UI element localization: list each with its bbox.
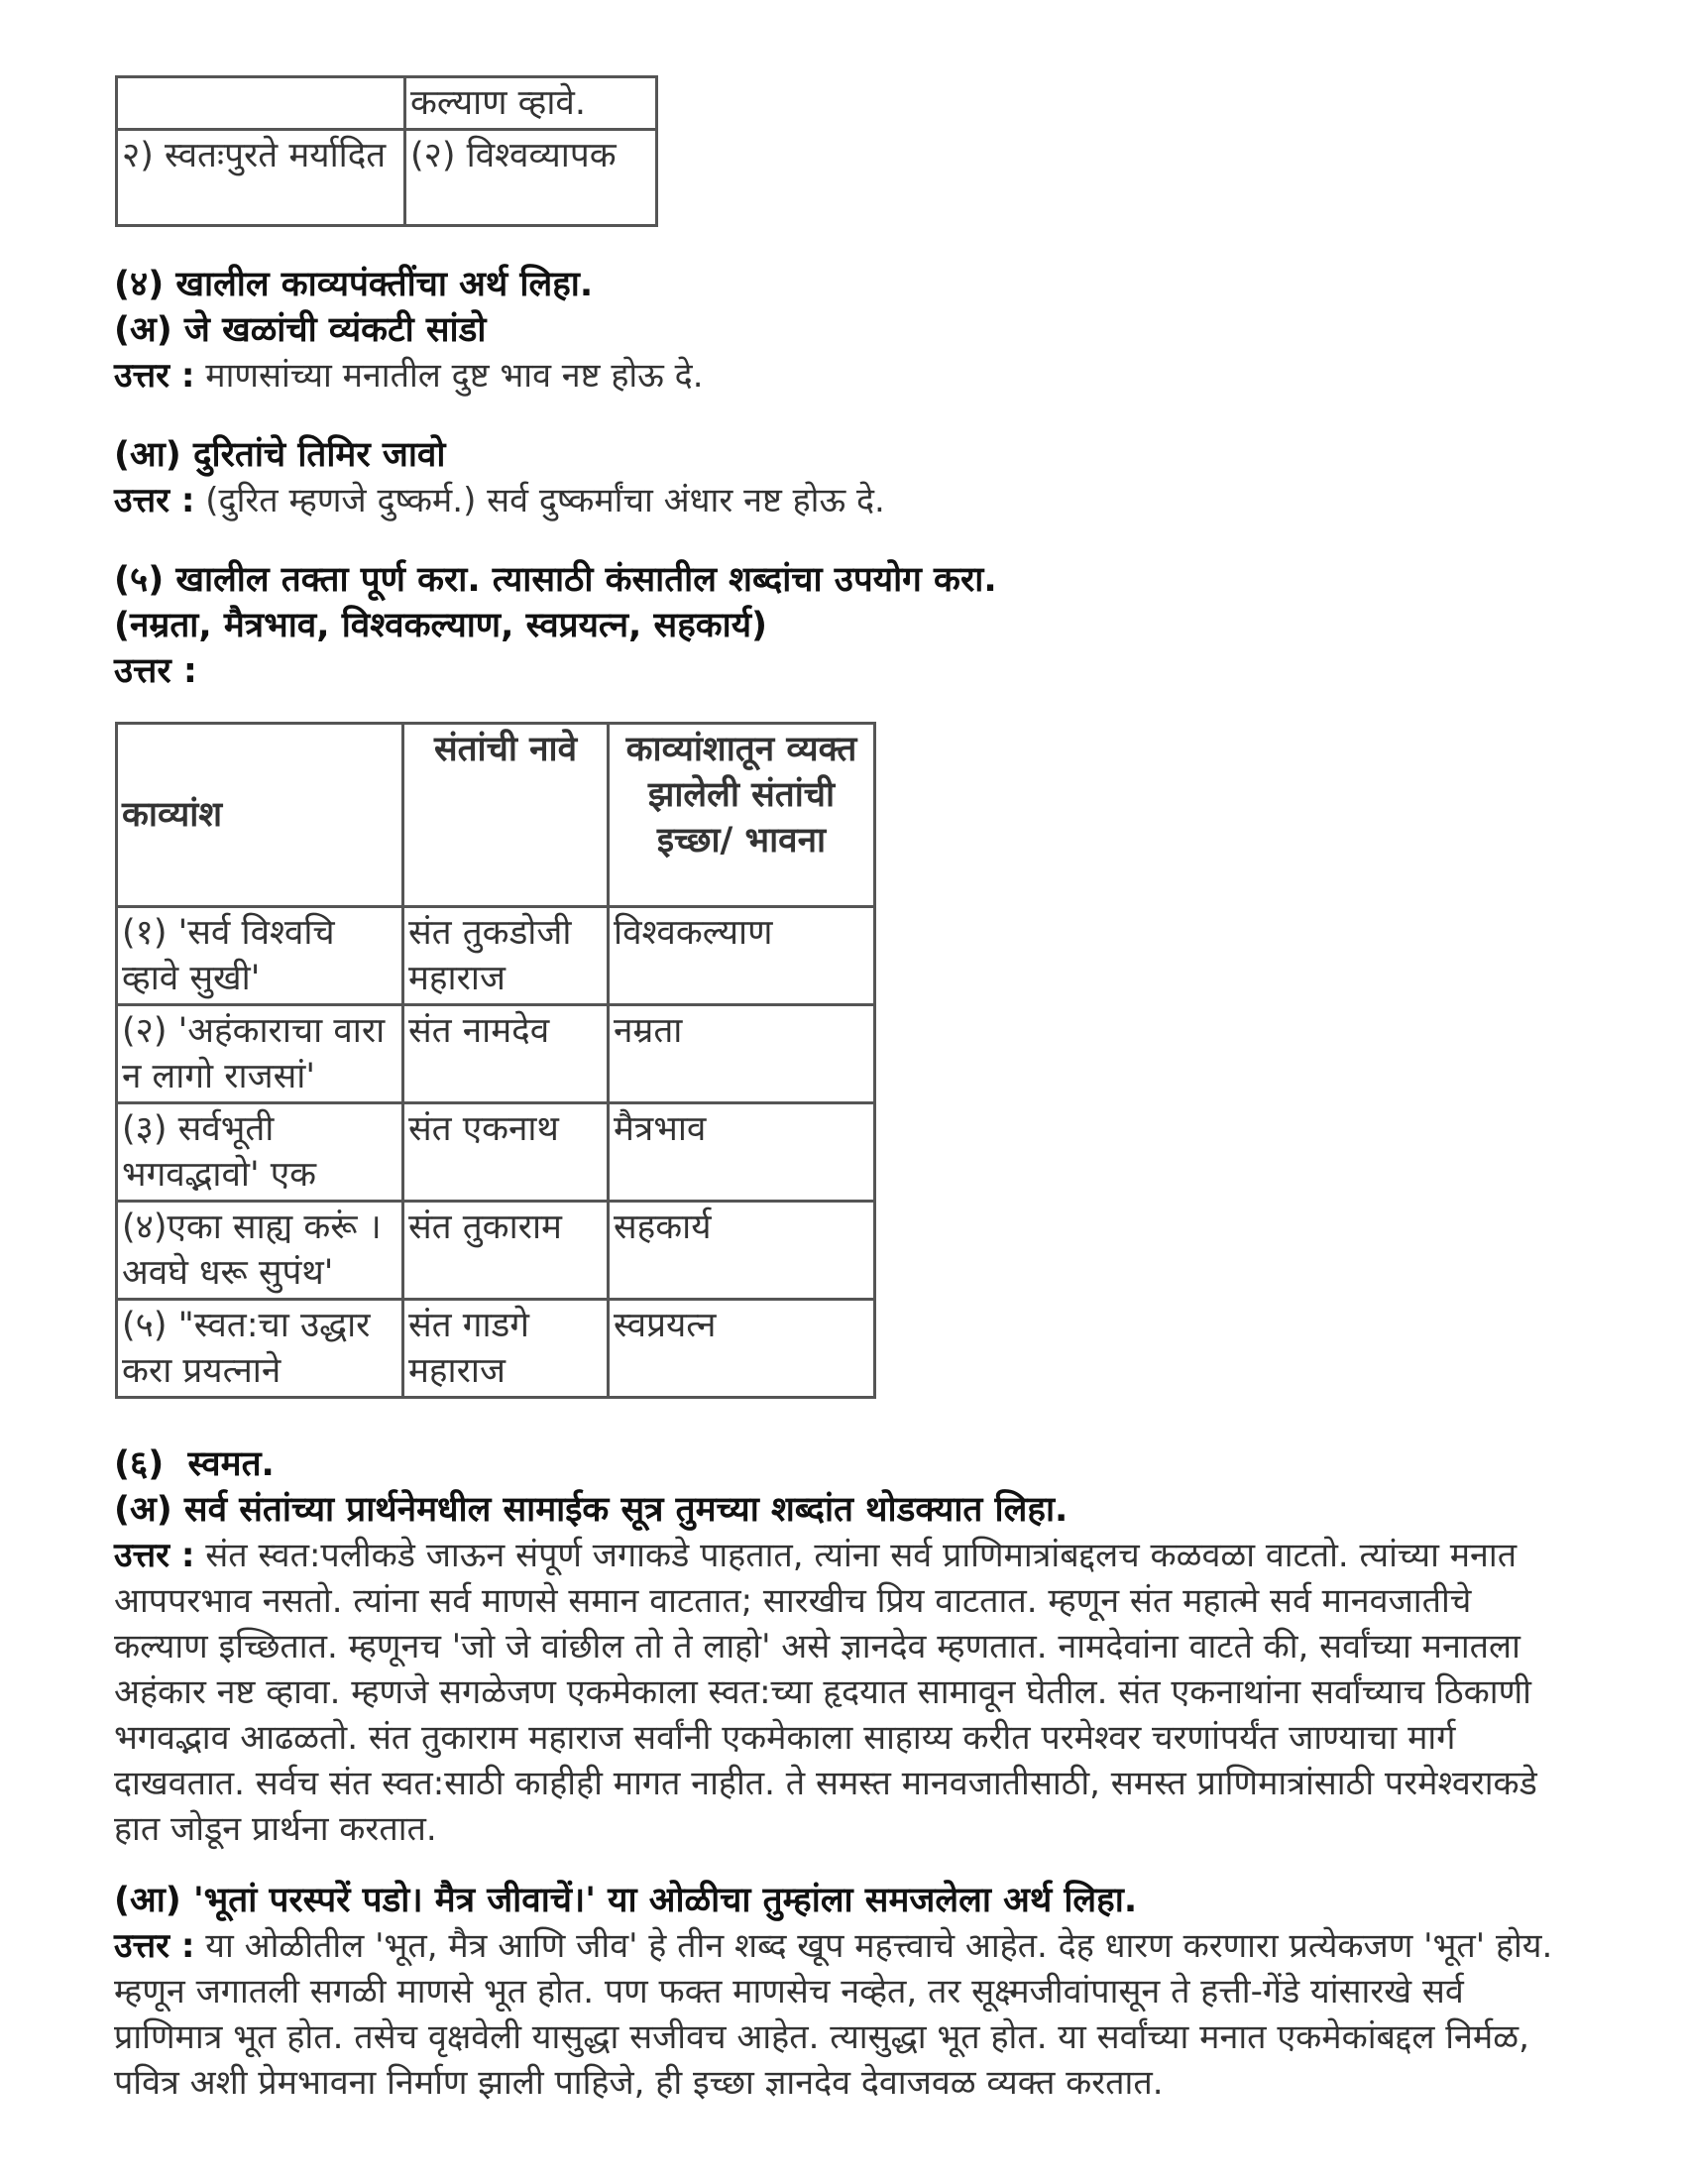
table-row xyxy=(117,1005,875,1103)
question-5-title: (५) खालील तक्ता पूर्ण करा. त्यासाठी कंसातील शब्दांचा उपयोग करा. xyxy=(114,560,997,600)
table-cell: (१) 'सर्व विश्वचि व्हावे सुखी' xyxy=(117,907,403,1005)
table-cell: संत एकनाथ xyxy=(403,1103,609,1202)
question-4a-answer xyxy=(114,353,1571,399)
answer-label: उत्तर : xyxy=(114,1536,195,1575)
comparison-table xyxy=(115,75,658,227)
answer-label: उत्तर : xyxy=(114,481,195,520)
table-cell: संत तुकडोजी महाराज xyxy=(403,907,609,1005)
question-5-answer-label: उत्तर : xyxy=(114,651,197,691)
answer-text: माणसांच्या मनातील दुष्ट भाव नष्ट होऊ दे. xyxy=(205,356,704,396)
question-5-words: (नम्रता, मैत्रभाव, विश्वकल्याण, स्वप्रयत्न, सहकार्य) xyxy=(114,606,768,645)
question-4a-title: (अ) जे खळांची व्यंकटी सांडो xyxy=(114,310,487,350)
question-6a-answer xyxy=(114,1533,1571,1852)
table-cell: २) स्वतःपुरते मर्यादित xyxy=(117,130,405,226)
question-6-title: (६) स्वमत. xyxy=(114,1444,275,1484)
saints-table xyxy=(115,722,876,1399)
answer-text: (दुरित म्हणजे दुष्कर्म.) सर्व दुष्कर्मांचा अंधार नष्ट होऊ दे. xyxy=(205,481,885,520)
table-row xyxy=(117,907,875,1005)
table-row xyxy=(117,130,657,226)
answer-label: उत्तर : xyxy=(114,1926,195,1966)
table-cell xyxy=(117,77,405,130)
table-cell: (२) विश्वव्यापक xyxy=(405,130,657,226)
table-cell: मैत्रभाव xyxy=(609,1103,875,1202)
table-cell: स्वप्रयत्न xyxy=(609,1300,875,1398)
question-4b-title: (आ) दुरितांचे तिमिर जावो xyxy=(114,435,446,475)
table-cell: (२) 'अहंकाराचा वारा न लागो राजसां' xyxy=(117,1005,403,1103)
table-row xyxy=(117,1103,875,1202)
question-4b-answer xyxy=(114,478,1571,523)
answer-label: उत्तर : xyxy=(114,356,195,396)
answer-text: संत स्वत:पलीकडे जाऊन संपूर्ण जगाकडे पाहतात, त्यांना सर्व प्राणिमात्रांबद्दलच कळवळा वाटतो. त्यांच्या मनात आपपरभाव नसतो. त्यांना सर्व माणसे समान वाटतात; सारखीच प्रिय वाटतात. म्हणून संत महात्मे सर्व मानवजातीचे कल्याण इच्छितात. म्हणूनच 'जो जे वांछील तो ते लाहो' असे ज्ञानदेव म्हणतात. नामदेवांना वाटते की, सर्वांच्या मनातला अहंकार नष्ट व्हावा. म्हणजे सगळेजण एकमेकाला स्वत:च्या हृदयात सामावून घेतील. संत एकनाथांना सर्वांच्याच ठिकाणी भगवद्भाव आढळतो. संत तुकाराम महाराज सर्वांनी एकमेकाला साहाय्य करीत परमेश्वर चरणांपर्यंत जाण्याचा मार्ग दाखवतात. सर्वच संत स्वत:साठी काहीही मागत नाहीत. ते समस्त मानवजातीसाठी, समस्त प्राणिमात्रांसाठी परमेश्वराकडे हात जोडून प्रार्थना करतात. xyxy=(114,1536,1537,1849)
table-cell: सहकार्य xyxy=(609,1202,875,1300)
answer-text: या ओळीतील 'भूत, मैत्र आणि जीव' हे तीन शब्द खूप महत्त्वाचे आहेत. देह धारण करणारा प्रत्येकजण 'भूत' होय. म्हणून जगातली सगळी माणसे भूत होत. पण फक्त माणसेच नव्हेत, तर सूक्ष्मजीवांपासून ते हत्ती-गेंडे यांसारखे सर्व प्राणिमात्र भूत होत. तसेच वृक्षवेली यासुद्धा सजीवच आहेत. त्यासुद्धा भूत होत. या सर्वांच्या मनात एकमेकांबद्दल निर्मळ, पवित्र अशी प्रेमभावना निर्माण झाली पाहिजे, ही इच्छा ज्ञानदेव देवाजवळ व्यक्त करतात. xyxy=(114,1926,1553,2103)
table-cell: विश्वकल्याण xyxy=(609,907,875,1005)
table-cell: कल्याण व्हावे. xyxy=(405,77,657,130)
table-row xyxy=(117,1300,875,1398)
table-cell: (४)एका साह्य करूं । अवघे धरू सुपंथ' xyxy=(117,1202,403,1300)
header-cell: काव्यांश xyxy=(117,724,403,907)
question-6b-title: (आ) 'भूतां परस्परें पडो। मैत्र जीवाचें।' या ओळीचा तुम्हांला समजलेला अर्थ लिहा. xyxy=(114,1881,1138,1920)
table-row xyxy=(117,77,657,130)
table-cell: संत गाडगे महाराज xyxy=(403,1300,609,1398)
table-header-row xyxy=(117,724,875,907)
question-4-title: (४) खालील काव्यपंक्तींचा अर्थ लिहा. xyxy=(114,265,594,304)
header-cell: काव्यांशातून व्यक्त झालेली संतांची इच्छा/ भावना xyxy=(609,724,875,907)
table-cell: संत नामदेव xyxy=(403,1005,609,1103)
table-cell: नम्रता xyxy=(609,1005,875,1103)
table-cell: संत तुकाराम xyxy=(403,1202,609,1300)
question-6a-title: (अ) सर्व संतांच्या प्रार्थनेमधील सामाईक सूत्र तुमच्या शब्दांत थोडक्यात लिहा. xyxy=(114,1490,1069,1530)
table-cell: (३) सर्वभूती भगवद्भावो' एक xyxy=(117,1103,403,1202)
table-row xyxy=(117,1202,875,1300)
table-cell: (५) "स्वत:चा उद्धार करा प्रयत्नाने xyxy=(117,1300,403,1398)
question-6b-answer xyxy=(114,1923,1571,2106)
header-cell: संतांची नावे xyxy=(403,724,609,907)
